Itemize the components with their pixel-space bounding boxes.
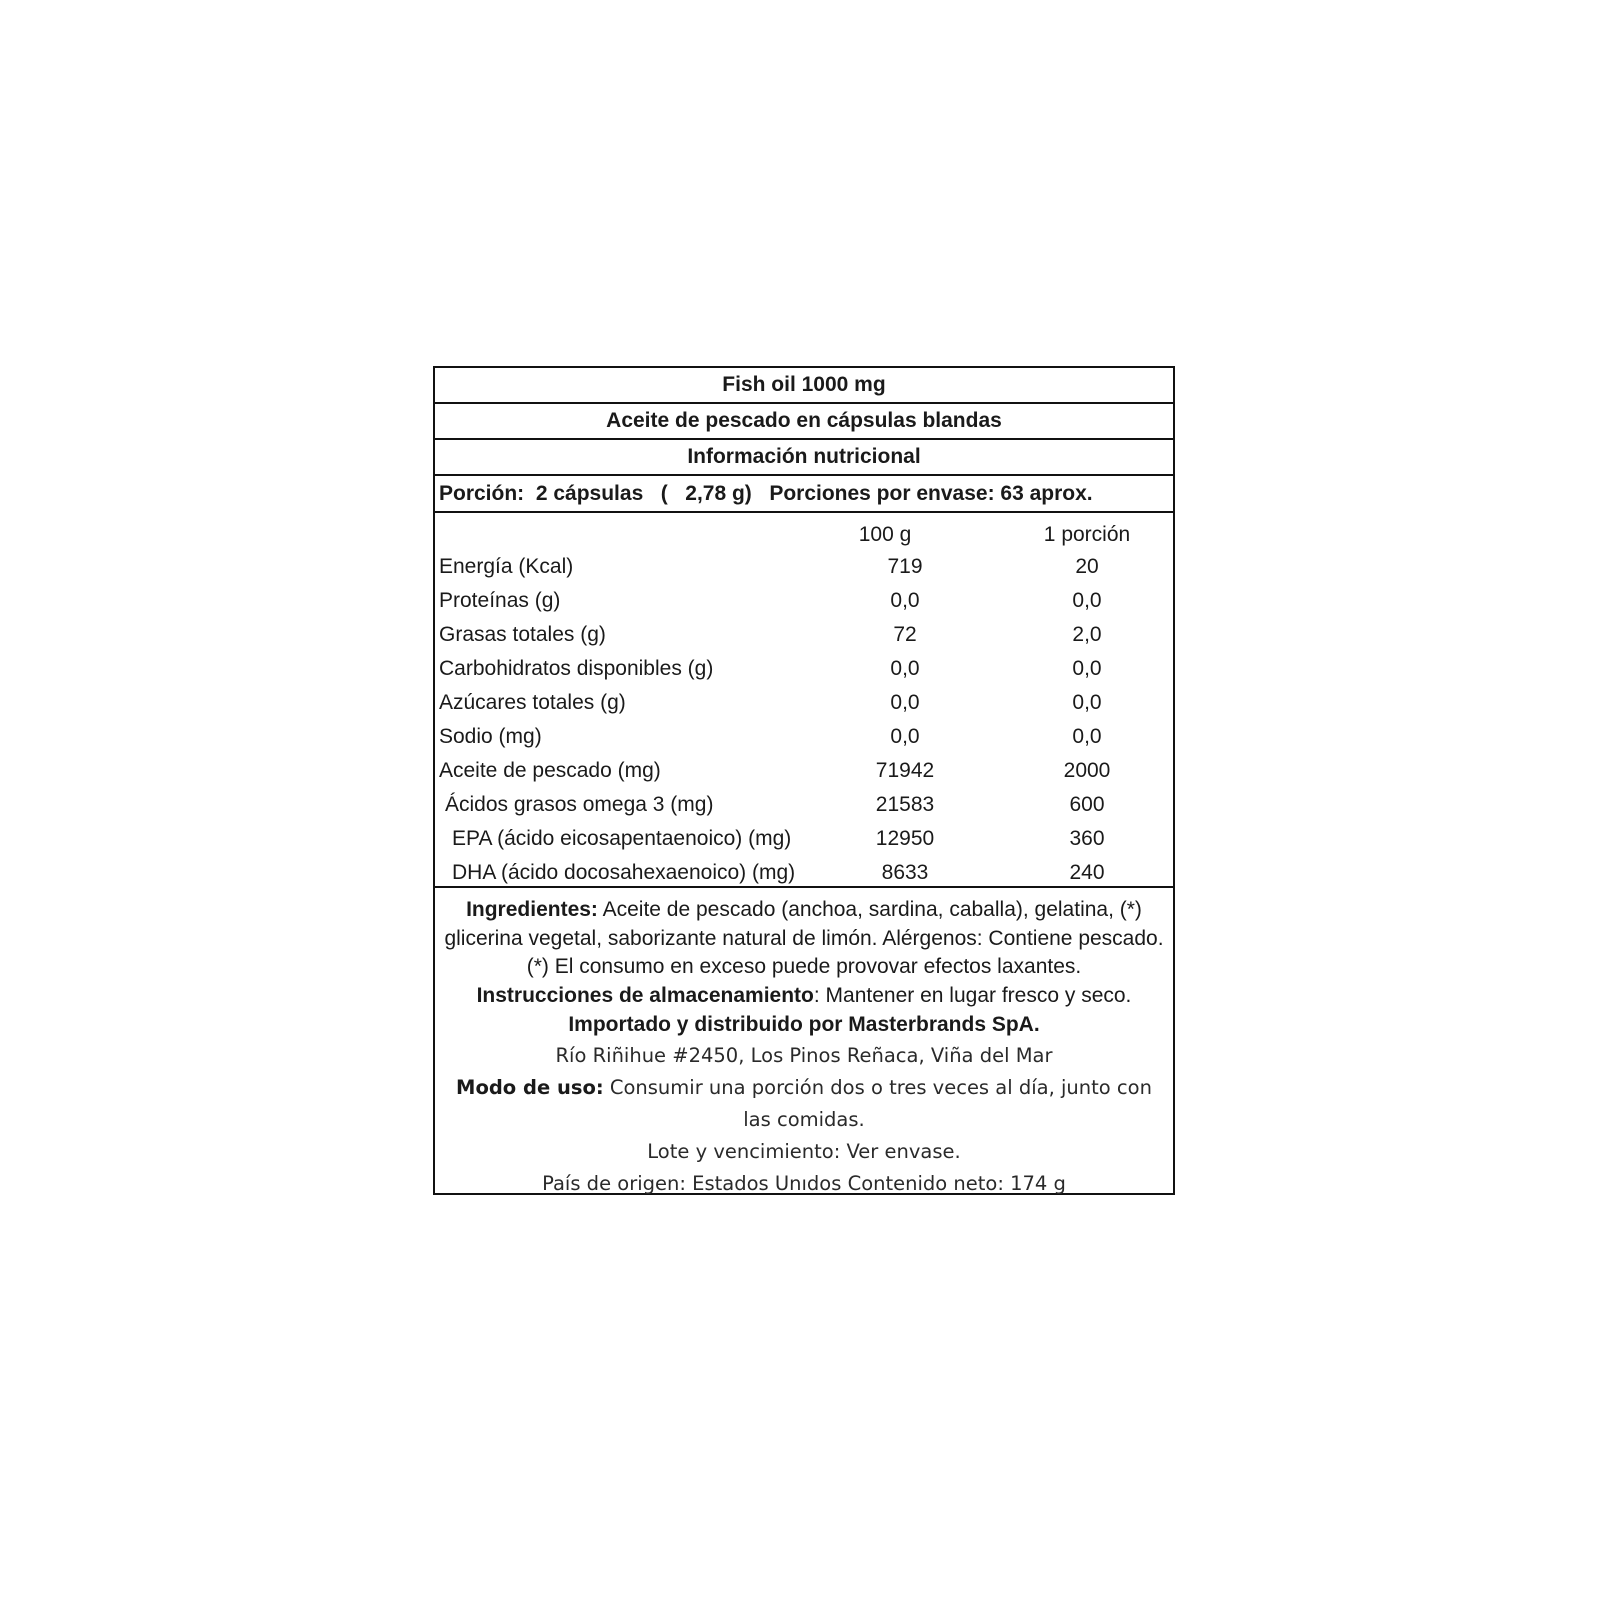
table-row xyxy=(435,827,1173,857)
value-portion: 0,0 xyxy=(1072,657,1102,680)
value-portion: 0,0 xyxy=(1072,589,1102,612)
label-footer xyxy=(435,888,1173,1200)
value-100g: 12950 xyxy=(875,827,935,850)
product-description: Aceite de pescado en cápsulas blandas xyxy=(435,404,1173,440)
nutrient-name: Carbohidratos disponibles (g) xyxy=(439,657,714,680)
table-row xyxy=(435,623,1173,653)
portion-weight: ( 2,78 g) xyxy=(660,481,752,505)
table-row xyxy=(435,759,1173,789)
value-100g: 0,0 xyxy=(890,589,920,612)
nutrient-name: Sodio (mg) xyxy=(439,725,542,748)
nutrient-name: Ácidos grasos omega 3 (mg) xyxy=(445,793,714,816)
column-header-portion: 1 porción xyxy=(1043,523,1131,546)
value-portion: 600 xyxy=(1069,793,1105,816)
table-row xyxy=(435,725,1173,755)
section-title: Información nutricional xyxy=(435,440,1173,476)
ingredients-block xyxy=(435,896,1173,982)
value-100g: 71942 xyxy=(875,759,935,782)
table-row xyxy=(435,793,1173,823)
storage-block xyxy=(435,982,1173,1011)
column-headers xyxy=(435,523,1173,553)
value-100g: 21583 xyxy=(875,793,935,816)
nutrient-name: Aceite de pescado (mg) xyxy=(439,759,661,782)
nutrition-table xyxy=(435,513,1173,888)
storage-text: : Mantener en lugar fresco y seco. xyxy=(813,983,1132,1007)
table-row xyxy=(435,589,1173,619)
nutrient-name: Azúcares totales (g) xyxy=(439,691,626,714)
value-100g: 8633 xyxy=(881,861,929,884)
value-portion: 0,0 xyxy=(1072,691,1102,714)
nutrient-name: DHA (ácido docosahexaenoico) (mg) xyxy=(452,861,796,884)
value-portion: 240 xyxy=(1069,861,1105,884)
nutrient-name: Energía (Kcal) xyxy=(439,555,574,578)
nutrition-label xyxy=(433,366,1175,1195)
storage-label: Instrucciones de almacenamiento xyxy=(476,983,814,1007)
serving-row xyxy=(435,476,1173,513)
product-title: Fish oil 1000 mg xyxy=(435,368,1173,404)
value-100g: 0,0 xyxy=(890,691,920,714)
table-row xyxy=(435,691,1173,721)
lot-expiry: Lote y vencimiento: Ver envase. xyxy=(647,1140,961,1163)
value-100g: 0,0 xyxy=(890,657,920,680)
table-row xyxy=(435,861,1173,891)
value-portion: 2,0 xyxy=(1072,623,1102,646)
address: Río Riñihue #2450, Los Pinos Reñaca, Viña del Mar xyxy=(555,1044,1053,1067)
usage-block xyxy=(435,1072,1173,1136)
nutrient-name: Grasas totales (g) xyxy=(439,623,606,646)
value-100g: 0,0 xyxy=(890,725,920,748)
portion-label: Porción: xyxy=(439,481,525,505)
table-row xyxy=(435,555,1173,585)
ingredients-label: Ingredientes: xyxy=(466,898,598,921)
portion-value: 2 cápsulas xyxy=(535,481,644,505)
importer: Importado y distribuido por Masterbrands SpA. xyxy=(568,1013,1040,1036)
nutrient-name: Proteínas (g) xyxy=(439,589,561,612)
usage-text: Consumir una porción dos o tres veces al día, junto con las comidas. xyxy=(603,1076,1152,1131)
value-100g: 72 xyxy=(893,623,917,646)
value-portion: 360 xyxy=(1069,827,1105,850)
ingredients-text: Aceite de pescado (anchoa, sardina, caballa), gelatina, (*) glicerina vegetal, saborizante natural de limón. Alérgenos: Contiene pescado. (*) El consumo en exceso puede provovar efectos laxantes. xyxy=(444,898,1164,978)
value-portion: 2000 xyxy=(1063,759,1111,782)
table-row xyxy=(435,657,1173,687)
nutrient-name: EPA (ácido eicosapentaenoico) (mg) xyxy=(452,827,792,850)
usage-label: Modo de uso: xyxy=(456,1076,604,1099)
value-portion: 20 xyxy=(1075,555,1099,578)
origin-net-content: País de origen: Estados Unıdos Contenido neto: 174 g xyxy=(542,1172,1066,1195)
value-100g: 719 xyxy=(887,555,923,578)
column-header-100g: 100 g xyxy=(858,523,912,546)
servings-per-container: Porciones por envase: 63 aprox. xyxy=(769,481,1093,505)
value-portion: 0,0 xyxy=(1072,725,1102,748)
